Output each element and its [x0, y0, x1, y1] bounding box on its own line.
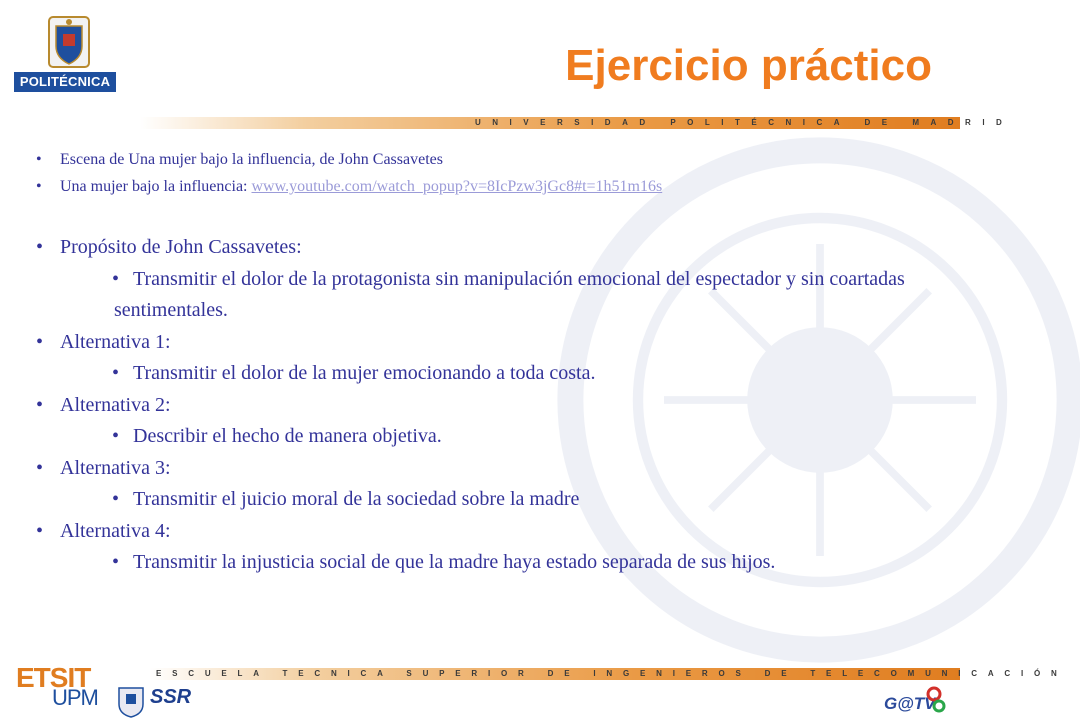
list-subitem: • Transmitir el dolor de la mujer emocionando a toda costa.: [112, 362, 596, 384]
etsit-upm-logo: [14, 660, 154, 720]
gatv-wordmark: G@TV: [884, 694, 936, 713]
gatv-rings-icon: [884, 684, 946, 720]
source-item: [36, 173, 960, 200]
list-item-alternative-3: [36, 453, 936, 485]
list-item-text: Alternativa 2:: [60, 393, 171, 416]
slide-title: Ejercicio práctico: [565, 41, 932, 90]
list-item-text: Propósito de John Cassavetes:: [60, 236, 302, 258]
source-text: Escena de Una mujer bajo la influencia, de John Cassavetes: [60, 151, 443, 168]
list-subitem: • Transmitir el juicio moral de la sociedad sobre la madre: [112, 488, 580, 510]
crest-icon: [116, 684, 146, 718]
list-item-text: Alternativa 3:: [60, 456, 171, 479]
youtube-link[interactable]: www.youtube.com/watch_popup?v=8IcPzw3jGc8#t=1h51m16s: [251, 178, 663, 195]
list-item-text: Transmitir el dolor de la mujer emocionando a toda costa.: [133, 362, 596, 384]
content-list: [36, 232, 936, 579]
upm-wordmark: POLITÉCNICA: [14, 72, 116, 92]
list-item-alternative-1: [36, 327, 936, 359]
list-item-alternative-2: [36, 390, 936, 422]
header-band-text: UNIVERSIDAD POLITÉCNICA DE MADRID: [475, 118, 1014, 127]
ssr-logo: SSR: [150, 686, 192, 708]
list-subitem: • Transmitir la injusticia social de que la madre haya estado separada de sus hijos.: [112, 551, 776, 573]
list-item-text: Transmitir el juicio moral de la sociedad sobre la madre: [133, 488, 580, 510]
list-item-purpose: [36, 232, 936, 264]
footer-band-text: ESCUELA TECNICA SUPERIOR DE INGENIEROS DE TELECOMUNICACIÓN: [156, 669, 1068, 678]
source-list: [36, 146, 960, 200]
source-text: Una mujer bajo la influencia:: [60, 178, 252, 195]
list-item-text: Describir el hecho de manera objetiva.: [133, 425, 442, 447]
list-item-text: Alternativa 4:: [60, 519, 171, 542]
upm-small-wordmark: UPM: [52, 685, 98, 710]
gatv-logo: [884, 684, 946, 720]
list-item-text: Alternativa 1:: [60, 330, 171, 353]
etsit-wordmark: ETSIT: [16, 662, 91, 693]
list-subitem: • Describir el hecho de manera objetiva.: [112, 425, 442, 447]
upm-logo: [14, 16, 116, 92]
header-band: [140, 117, 1014, 129]
source-item: [36, 146, 960, 173]
list-item-text: Transmitir la injusticia social de que la madre haya estado separada de sus hijos.: [133, 551, 776, 573]
list-subitem: • Transmitir el dolor de la protagonista sin manipulación emocional del espectador y sin coartadas sentimentales.: [112, 267, 905, 321]
list-item-alternative-4: [36, 516, 936, 548]
upm-shield-icon: [48, 16, 90, 68]
footer-band: [150, 668, 1068, 680]
list-item-text: Transmitir el dolor de la protagonista sin manipulación emocional del espectador y sin coartadas sentimentales.: [114, 267, 905, 321]
